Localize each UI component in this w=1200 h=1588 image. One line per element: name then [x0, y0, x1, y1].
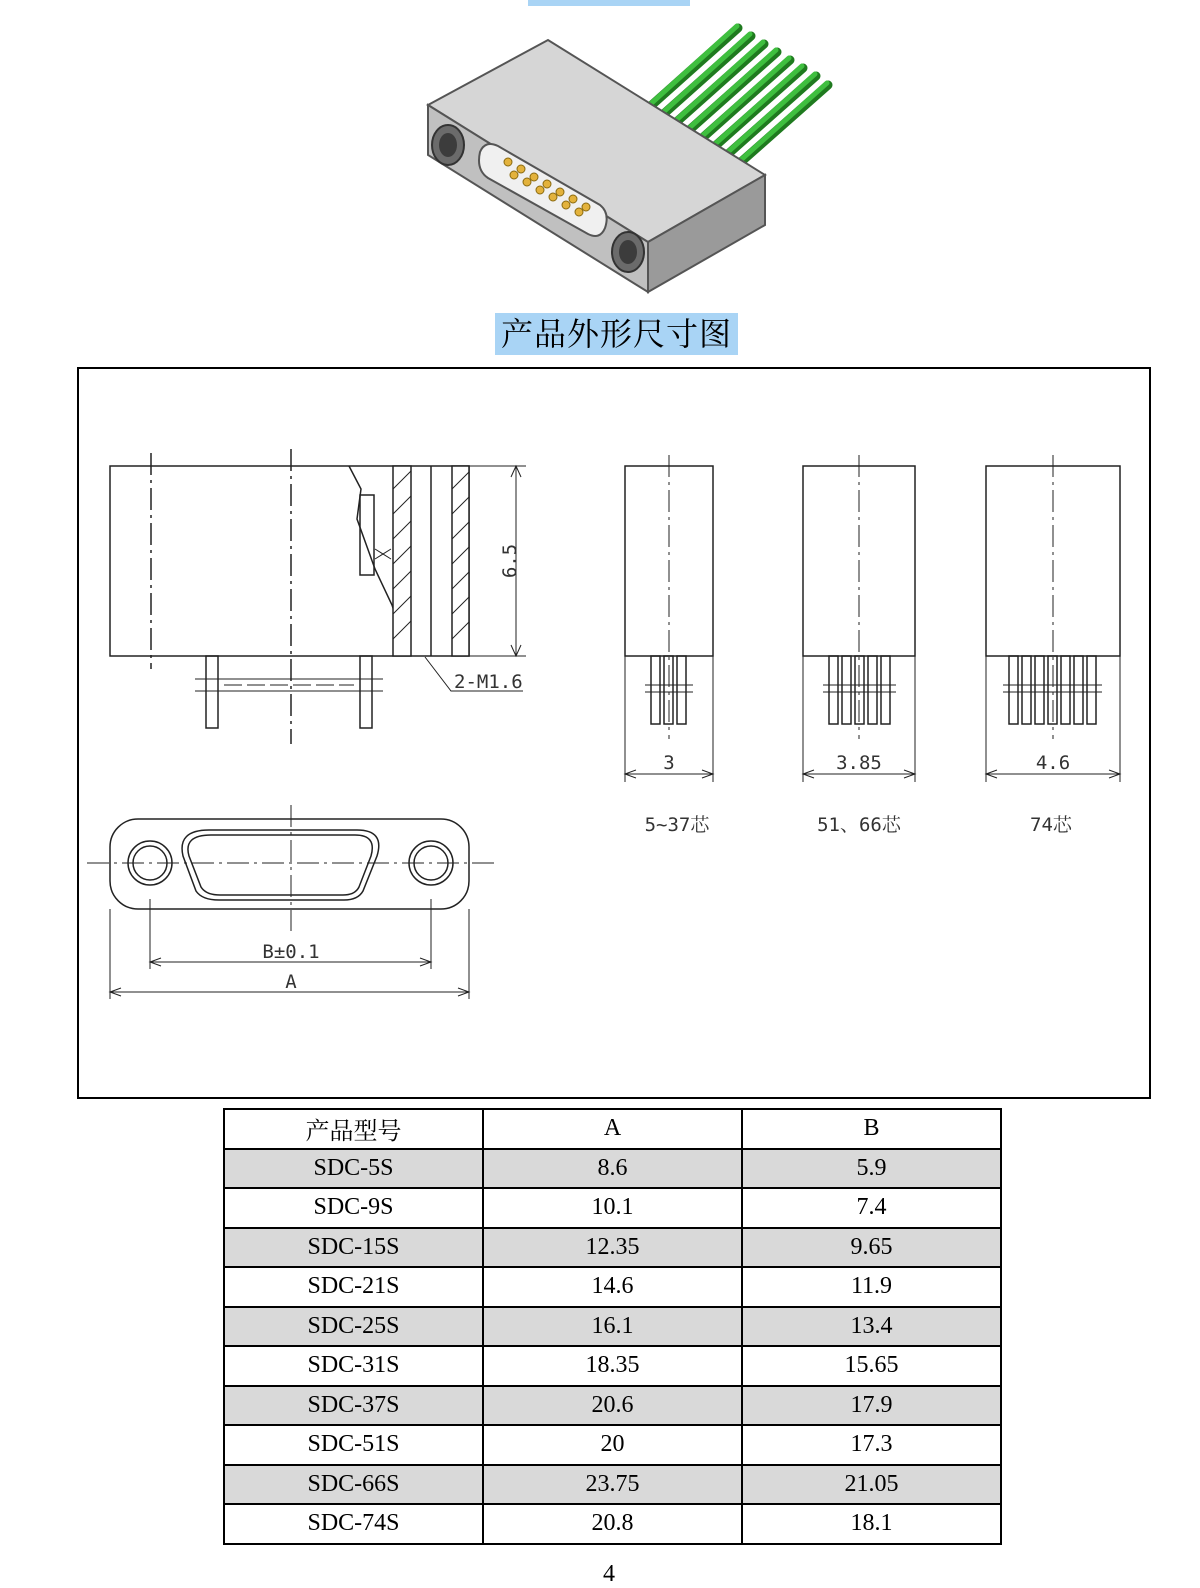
previous-title-highlight — [528, 0, 690, 6]
cell-a: 14.6 — [483, 1267, 742, 1307]
table-header-row — [224, 1109, 1001, 1149]
table-row — [224, 1267, 1001, 1307]
cell-b: 5.9 — [742, 1149, 1001, 1189]
dimension-drawing-frame — [77, 367, 1151, 1099]
end-view-2 — [803, 455, 915, 782]
cell-b: 7.4 — [742, 1188, 1001, 1228]
cell-b: 17.9 — [742, 1386, 1001, 1426]
header-model: 产品型号 — [224, 1109, 483, 1149]
cell-a: 23.75 — [483, 1465, 742, 1505]
cell-b: 17.3 — [742, 1425, 1001, 1465]
view-3-caption: 74芯 — [1030, 814, 1072, 836]
cell-a: 10.1 — [483, 1188, 742, 1228]
view-2-caption: 51、66芯 — [817, 814, 901, 836]
cell-model: SDC-37S — [224, 1386, 483, 1426]
table-row — [224, 1307, 1001, 1347]
table-row — [224, 1504, 1001, 1544]
table-row — [224, 1346, 1001, 1386]
dimension-table — [223, 1108, 1002, 1545]
cell-a: 16.1 — [483, 1307, 742, 1347]
table-row — [224, 1228, 1001, 1268]
table-row — [224, 1465, 1001, 1505]
cell-b: 15.65 — [742, 1346, 1001, 1386]
page-number: 4 — [603, 1561, 615, 1587]
cell-model: SDC-66S — [224, 1465, 483, 1505]
header-b: B — [742, 1109, 1001, 1149]
view-1-width-label: 3 — [663, 752, 675, 774]
cell-a: 8.6 — [483, 1149, 742, 1189]
cell-model: SDC-51S — [224, 1425, 483, 1465]
cell-model: SDC-21S — [224, 1267, 483, 1307]
cell-a: 18.35 — [483, 1346, 742, 1386]
cell-a: 20.8 — [483, 1504, 742, 1544]
side-view — [110, 449, 526, 744]
cell-b: 18.1 — [742, 1504, 1001, 1544]
cell-model: SDC-5S — [224, 1149, 483, 1189]
table-row — [224, 1188, 1001, 1228]
view-2-width-label: 3.85 — [836, 752, 882, 774]
cell-a: 20.6 — [483, 1386, 742, 1426]
cell-a: 20 — [483, 1425, 742, 1465]
connector-product-image — [410, 20, 850, 305]
table-row — [224, 1425, 1001, 1465]
thread-label: 2-M1.6 — [454, 671, 523, 693]
end-view-3 — [986, 455, 1120, 782]
a-dimension-label: A — [285, 971, 297, 993]
cell-model: SDC-9S — [224, 1188, 483, 1228]
bottom-view — [87, 805, 497, 999]
cell-model: SDC-25S — [224, 1307, 483, 1347]
section-title: 产品外形尺寸图 — [495, 313, 738, 355]
cell-model: SDC-15S — [224, 1228, 483, 1268]
cell-model: SDC-74S — [224, 1504, 483, 1544]
table-row — [224, 1386, 1001, 1426]
b-dimension-label: B±0.1 — [262, 941, 320, 963]
cell-model: SDC-31S — [224, 1346, 483, 1386]
end-view-1 — [625, 455, 713, 782]
table-row — [224, 1149, 1001, 1189]
cell-b: 13.4 — [742, 1307, 1001, 1347]
cell-a: 12.35 — [483, 1228, 742, 1268]
cell-b: 21.05 — [742, 1465, 1001, 1505]
cell-b: 9.65 — [742, 1228, 1001, 1268]
height-dimension-label: 6.5 — [499, 543, 521, 579]
view-3-width-label: 4.6 — [1035, 752, 1071, 774]
technical-drawing — [79, 369, 1149, 1097]
header-a: A — [483, 1109, 742, 1149]
cell-b: 11.9 — [742, 1267, 1001, 1307]
view-1-caption: 5~37芯 — [644, 814, 710, 836]
